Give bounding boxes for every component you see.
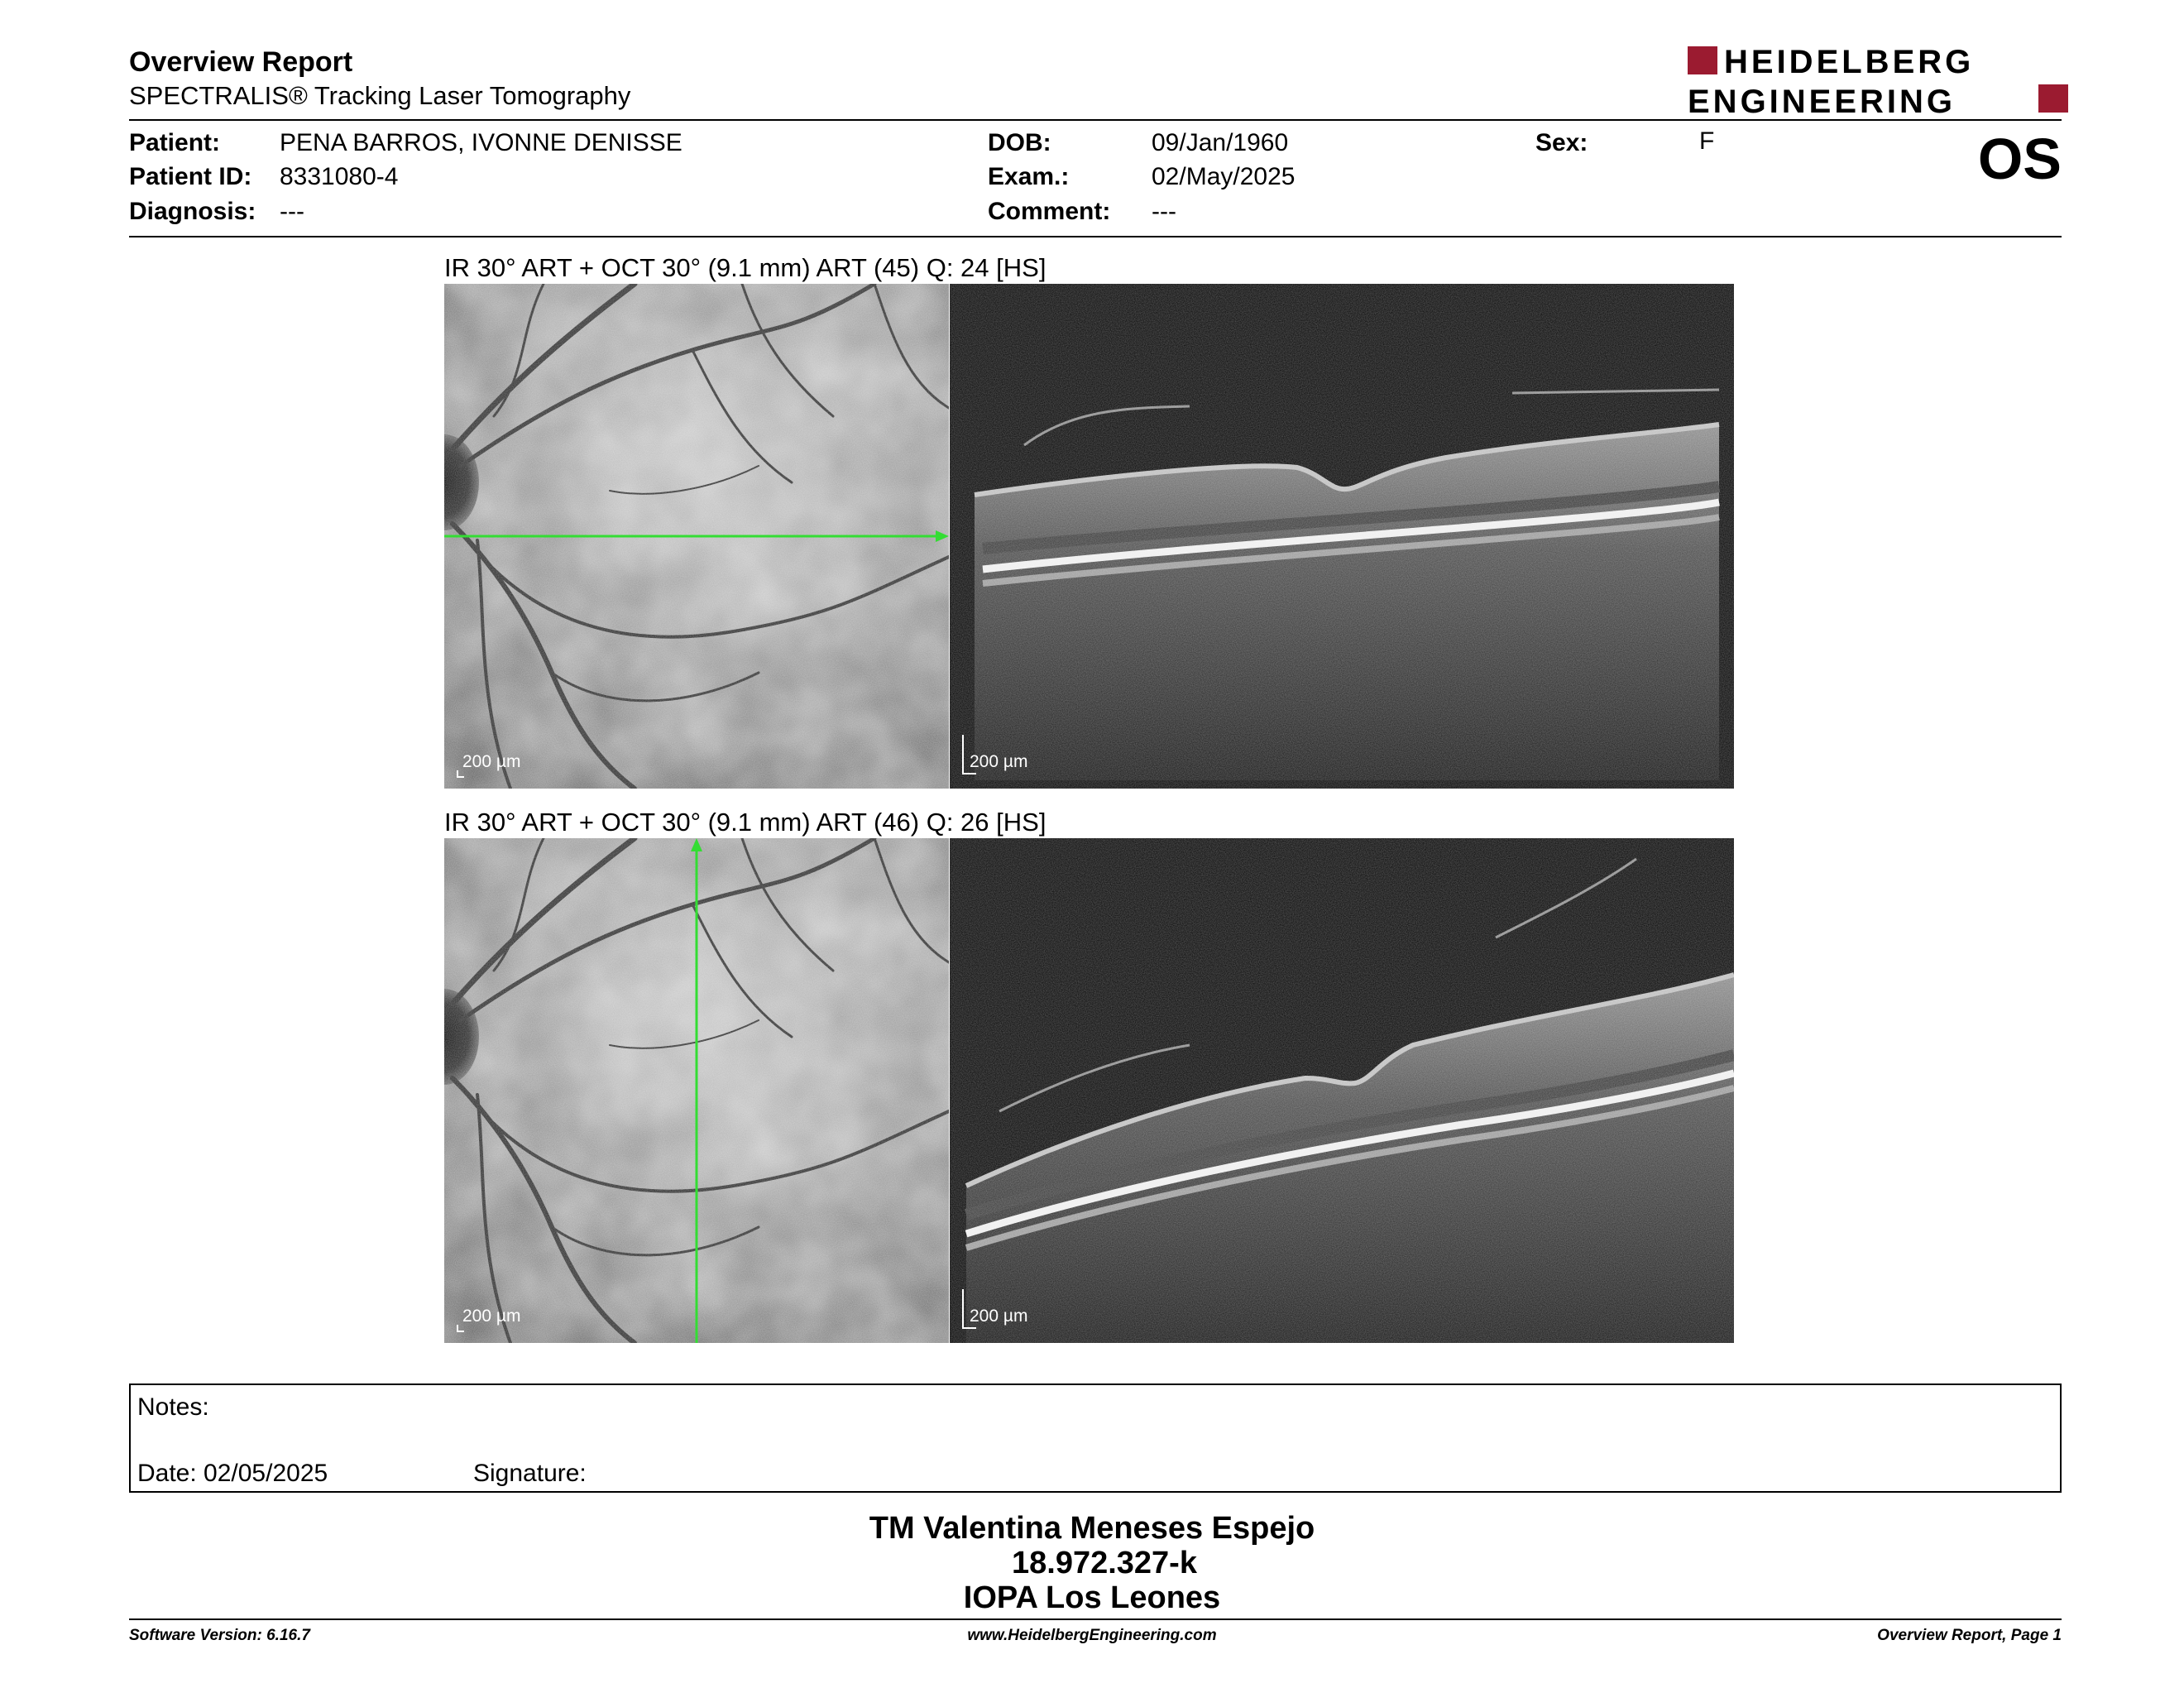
signatory-id: 18.972.327-k	[1012, 1546, 1197, 1580]
sex-value: F	[1699, 127, 1715, 155]
patient-rule	[129, 236, 2062, 237]
oct-1-scale: 200 µm	[970, 752, 1028, 771]
fundus-image-2[interactable]	[444, 838, 949, 1343]
notes-date: Date: 02/05/2025	[137, 1460, 328, 1487]
exam-value: 02/May/2025	[1152, 163, 1296, 190]
notes-box[interactable]	[129, 1383, 2062, 1493]
oct-2-svg	[950, 838, 1734, 1343]
signatory-institution: IOPA Los Leones	[963, 1580, 1221, 1615]
patient-name-label: Patient:	[129, 129, 221, 156]
exam-label: Exam.:	[988, 163, 1070, 190]
oct-2-scale: 200 µm	[970, 1307, 1028, 1326]
dob-value: 09/Jan/1960	[1152, 129, 1289, 156]
oct-1-svg	[950, 284, 1734, 789]
dob-label: DOB:	[988, 129, 1051, 156]
signatory-name: TM Valentina Meneses Espejo	[869, 1511, 1315, 1546]
software-version: Software Version: 6.16.7	[129, 1627, 310, 1644]
report-title: Overview Report	[129, 46, 353, 78]
patient-id-label: Patient ID:	[129, 163, 252, 190]
fundus-image-1[interactable]	[444, 284, 949, 789]
sex-label: Sex:	[1535, 129, 1588, 156]
logo-line1: HEIDELBERG	[1724, 46, 1975, 80]
signature-label: Signature:	[473, 1460, 587, 1487]
fundus-2-scale: 200 µm	[462, 1307, 521, 1326]
heidelberg-logo	[1688, 46, 2068, 116]
patient-name: PENA BARROS, IVONNE DENISSE	[280, 129, 682, 156]
diagnosis-value: ---	[280, 198, 304, 225]
oct-bscan-2[interactable]	[950, 838, 1734, 1343]
diagnosis-label: Diagnosis:	[129, 198, 256, 225]
patient-id: 8331080-4	[280, 163, 399, 190]
fundus-1-svg	[444, 284, 949, 789]
logo-line2: ENGINEERING	[1688, 84, 1956, 116]
website-link[interactable]: www.HeidelbergEngineering.com	[967, 1627, 1217, 1644]
eye-indicator: OS	[1977, 127, 2062, 191]
footer-rule	[129, 1618, 2062, 1620]
logo-square-bottom	[2038, 84, 2068, 113]
image-1-title: IR 30° ART + OCT 30° (9.1 mm) ART (45) Q: 24 [HS]	[444, 253, 1046, 282]
fundus-2-svg	[444, 838, 949, 1343]
logo-square-top	[1688, 46, 1717, 74]
comment-value: ---	[1152, 198, 1176, 225]
page-indicator: Overview Report, Page 1	[1877, 1627, 2062, 1644]
report-subtitle: SPECTRALIS® Tracking Laser Tomography	[129, 81, 631, 110]
header-rule	[129, 119, 2062, 121]
notes-label: Notes:	[137, 1393, 209, 1421]
image-2-title: IR 30° ART + OCT 30° (9.1 mm) ART (46) Q: 26 [HS]	[444, 808, 1046, 837]
fundus-1-scale: 200 µm	[462, 752, 521, 771]
comment-label: Comment:	[988, 198, 1111, 225]
oct-bscan-1[interactable]	[950, 284, 1734, 789]
